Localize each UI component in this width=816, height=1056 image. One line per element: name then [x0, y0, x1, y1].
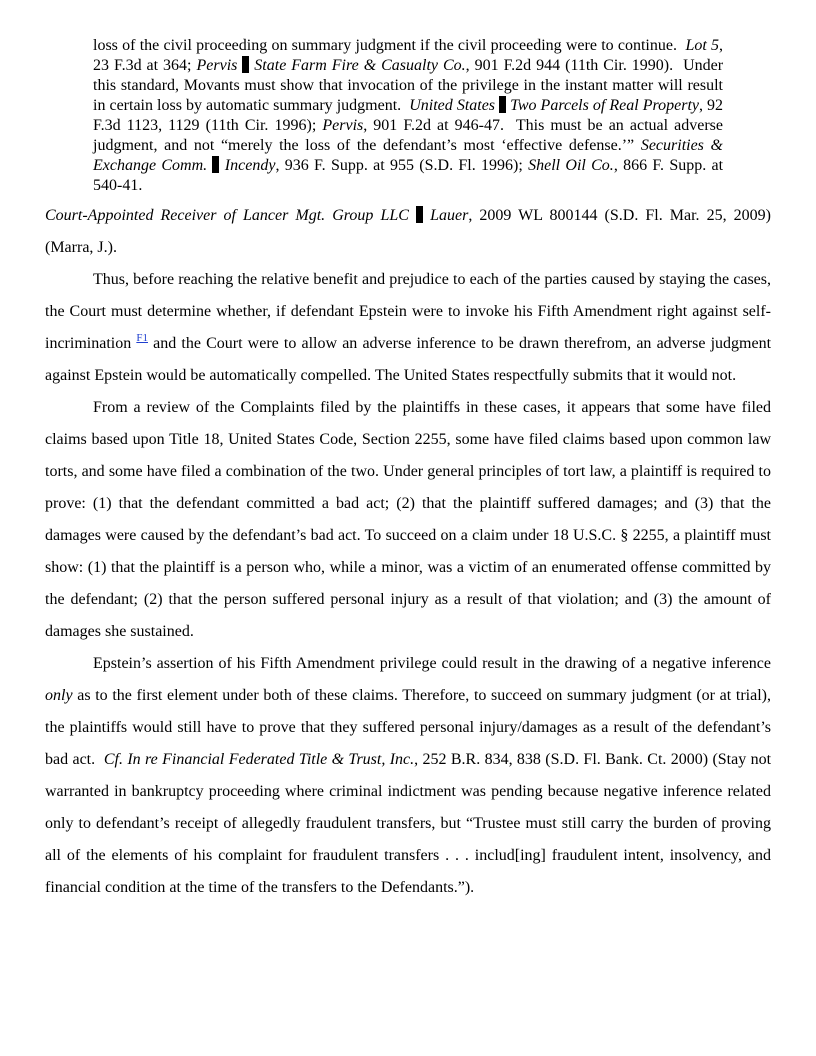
paragraph-inference: Epstein’s assertion of his Fifth Amendment privilege could result in the drawing of a negative inference only as to the first element under both of these claims. Therefore, to succeed on summary judgment (or at trial), the plaintiffs would still have to prove that they suffered personal injury/damages as a result of the defendant’s bad act. Cf. In re Financial Federated Title & Trust, Inc., 252 B.R. 834, 838 (S.D. Fl. Bank. Ct. 2000) (Stay not warranted in bankruptcy proceeding where criminal indictment was pending because negative inference related only to defendant’s receipt of allegedly fraudulent transfers, but “Trustee must still carry the burden of proving all of the elements of his complaint for fraudulent transfers . . . includ[ing] fraudulent intent, insolvency, and financial condition at the time of the transfers to the Defendants.”). — [45, 655, 772, 896]
redaction-mark — [242, 56, 249, 73]
redaction-mark — [416, 206, 423, 223]
body-text — [45, 200, 771, 904]
block-quote — [93, 36, 723, 196]
redaction-mark — [212, 156, 219, 173]
footnote-link[interactable]: F1 — [136, 332, 148, 344]
paragraph-complaints: From a review of the Complaints filed by the plaintiffs in these cases, it appears that some have filed claims based upon Title 18, United States Code, Section 2255, some have filed claims based upon common law torts, and some have filed a combination of the two. Under general principles of tort law, a plaintiff is required to prove: (1) that the defendant committed a bad act; (2) that the plaintiff suffered damages; and (3) that the damages were caused by the defendant’s bad act. To succeed on a claim under 18 U.S.C. § 2255, a plaintiff must show: (1) that the plaintiff is a person who, while a minor, was a victim of an enumerated offense committed by the defendant; (2) that the person suffered personal injury as a result of that violation; and (3) the amount of damages she sustained. — [45, 399, 771, 640]
redaction-mark — [499, 96, 506, 113]
source-citation: Court-Appointed Receiver of Lancer Mgt. Group LLC Lauer, 2009 WL 800144 (S.D. Fl. Mar. 25, 2009) (Marra, J.). — [45, 207, 772, 256]
block-quote-text: loss of the civil proceeding on summary judgment if the civil proceeding were to continue. Lot 5, 23 F.3d at 364; Pervis State Farm Fire & Casualty Co., 901 F.2d 944 (11th Cir. 1990). Under this standard, Movants must show that invocation of the privilege in the instant matter will result in certain loss by automatic summary judgment. United States Two Parcels of Real Property, 92 F.3d 1123, 1129 (11th Cir. 1996); Pervis, 901 F.2d at 946-47. This must be an actual adverse judgment, and not “merely the loss of the defendant’s most ‘effective defense.’” Securities & Exchange Comm. Incendy, 936 F. Supp. at 955 (S.D. Fl. 1996); Shell Oil Co., 866 F. Supp. at 540-41. — [93, 37, 724, 194]
paragraph-fifth-amendment: Thus, before reaching the relative benefit and prejudice to each of the parties caused by staying the cases, the Court must determine whether, if defendant Epstein were to invoke his Fifth Amendment right against self-incrimination $^{F1}$ and the Court were to allow an adverse inference to be drawn therefrom, an adverse judgment against Epstein would be automatically compelled. The United States respectfully submits that it would not. — [45, 271, 772, 384]
